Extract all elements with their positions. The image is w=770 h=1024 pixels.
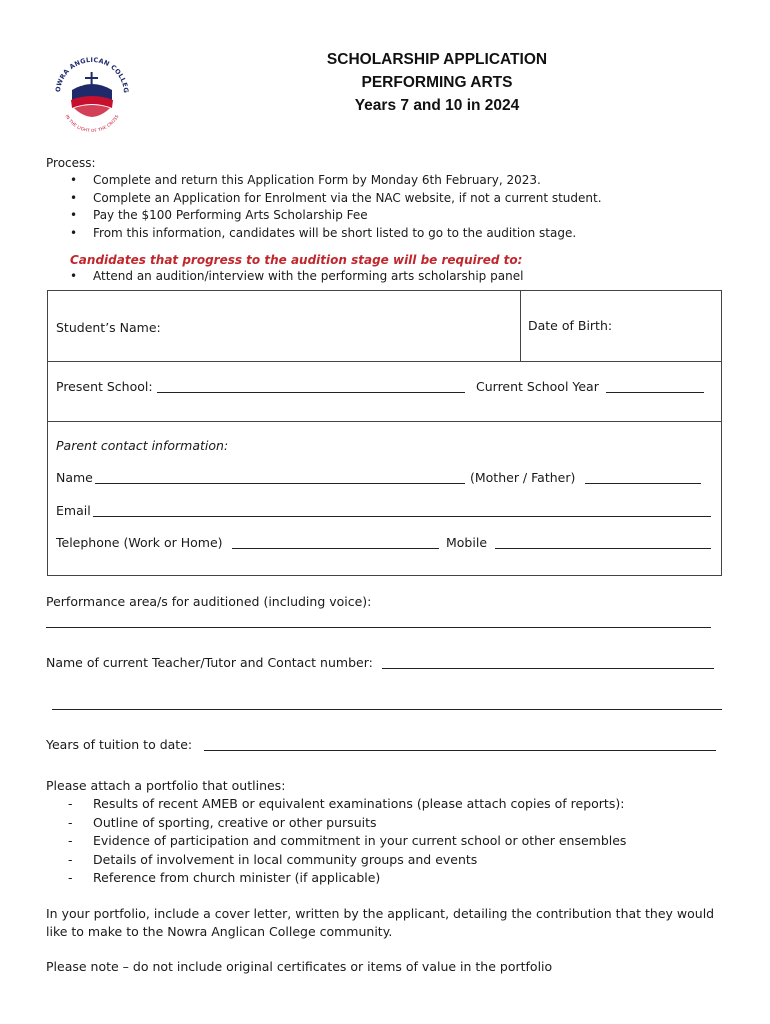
list-item: • Pay the $100 Performing Arts Scholarship Fee	[46, 207, 602, 225]
title-line-1: SCHOLARSHIP APPLICATION	[326, 51, 548, 68]
list-item: • Complete an Application for Enrolment via the NAC website, if not a current student.	[46, 190, 602, 208]
list-item: • Attend an audition/interview with the performing arts scholarship panel	[46, 268, 523, 286]
process-label: Process:	[46, 156, 96, 170]
student-name-label: Student’s Name:	[56, 320, 161, 335]
portfolio-intro: Please attach a portfolio that outlines:	[46, 778, 286, 793]
relationship-field[interactable]	[585, 483, 701, 484]
divider	[48, 421, 721, 422]
telephone-label: Telephone (Work or Home)	[56, 535, 223, 550]
email-label: Email	[56, 503, 91, 518]
tuition-years-field[interactable]	[204, 750, 716, 751]
tuition-years-label: Years of tuition to date:	[46, 737, 193, 752]
portfolio-list	[46, 795, 626, 888]
portfolio-note: Please note – do not include original certificates or items of value in the portfolio	[46, 959, 553, 974]
mother-father-label: (Mother / Father)	[470, 470, 576, 485]
cover-letter-text-line-2: like to make to the Nowra Anglican College community.	[46, 924, 393, 939]
title-line-2: PERFORMING ARTS	[361, 74, 513, 91]
mobile-field[interactable]	[495, 548, 711, 549]
student-details-form	[47, 290, 722, 576]
divider	[520, 291, 521, 361]
divider	[48, 361, 721, 362]
process-list	[46, 172, 602, 242]
parent-name-label: Name	[56, 470, 93, 485]
college-logo	[50, 50, 134, 134]
list-item: - Evidence of participation and commitment in your current school or other ensembles	[46, 832, 626, 851]
teacher-contact-field-line-2[interactable]	[52, 709, 722, 710]
telephone-field[interactable]	[232, 548, 439, 549]
page-title	[300, 48, 574, 117]
list-item: - Results of recent AMEB or equivalent examinations (please attach copies of reports):	[46, 795, 626, 814]
present-school-label: Present School:	[56, 379, 153, 394]
parent-contact-heading: Parent contact information:	[56, 438, 229, 453]
parent-name-field[interactable]	[95, 483, 465, 484]
present-school-field[interactable]	[157, 392, 465, 393]
teacher-contact-label: Name of current Teacher/Tutor and Contact number:	[46, 655, 373, 670]
performance-area-field[interactable]	[46, 627, 711, 628]
list-item: - Outline of sporting, creative or other pursuits	[46, 814, 626, 833]
current-year-label: Current School Year	[476, 379, 599, 394]
svg-text:IN THE LIGHT OF THE CROSS: IN THE LIGHT OF THE CROSS	[64, 113, 120, 134]
list-item: - Reference from church minister (if applicable)	[46, 869, 626, 888]
title-line-3: Years 7 and 10 in 2024	[354, 97, 520, 114]
audition-list	[46, 268, 523, 286]
email-field[interactable]	[93, 516, 711, 517]
current-year-field[interactable]	[606, 392, 704, 393]
list-item: • Complete and return this Application Form by Monday 6th February, 2023.	[46, 172, 602, 190]
dob-label: Date of Birth:	[528, 318, 613, 333]
mobile-label: Mobile	[446, 535, 488, 550]
teacher-contact-field[interactable]	[382, 668, 714, 669]
list-item: - Details of involvement in local community groups and events	[46, 851, 626, 870]
svg-text:NOWRA ANGLICAN COLLEGE: OWRA ANGLICAN COLLEG	[53, 55, 131, 94]
cover-letter-text-line-1: In your portfolio, include a cover letter, written by the applicant, detailing the contribution that they would	[46, 906, 715, 921]
list-item: • From this information, candidates will be short listed to go to the audition stage.	[46, 225, 602, 243]
audition-note: Candidates that progress to the audition stage will be required to:	[70, 253, 523, 267]
college-crest-icon	[50, 50, 134, 134]
performance-area-label: Performance area/s for auditioned (including voice):	[46, 594, 372, 609]
